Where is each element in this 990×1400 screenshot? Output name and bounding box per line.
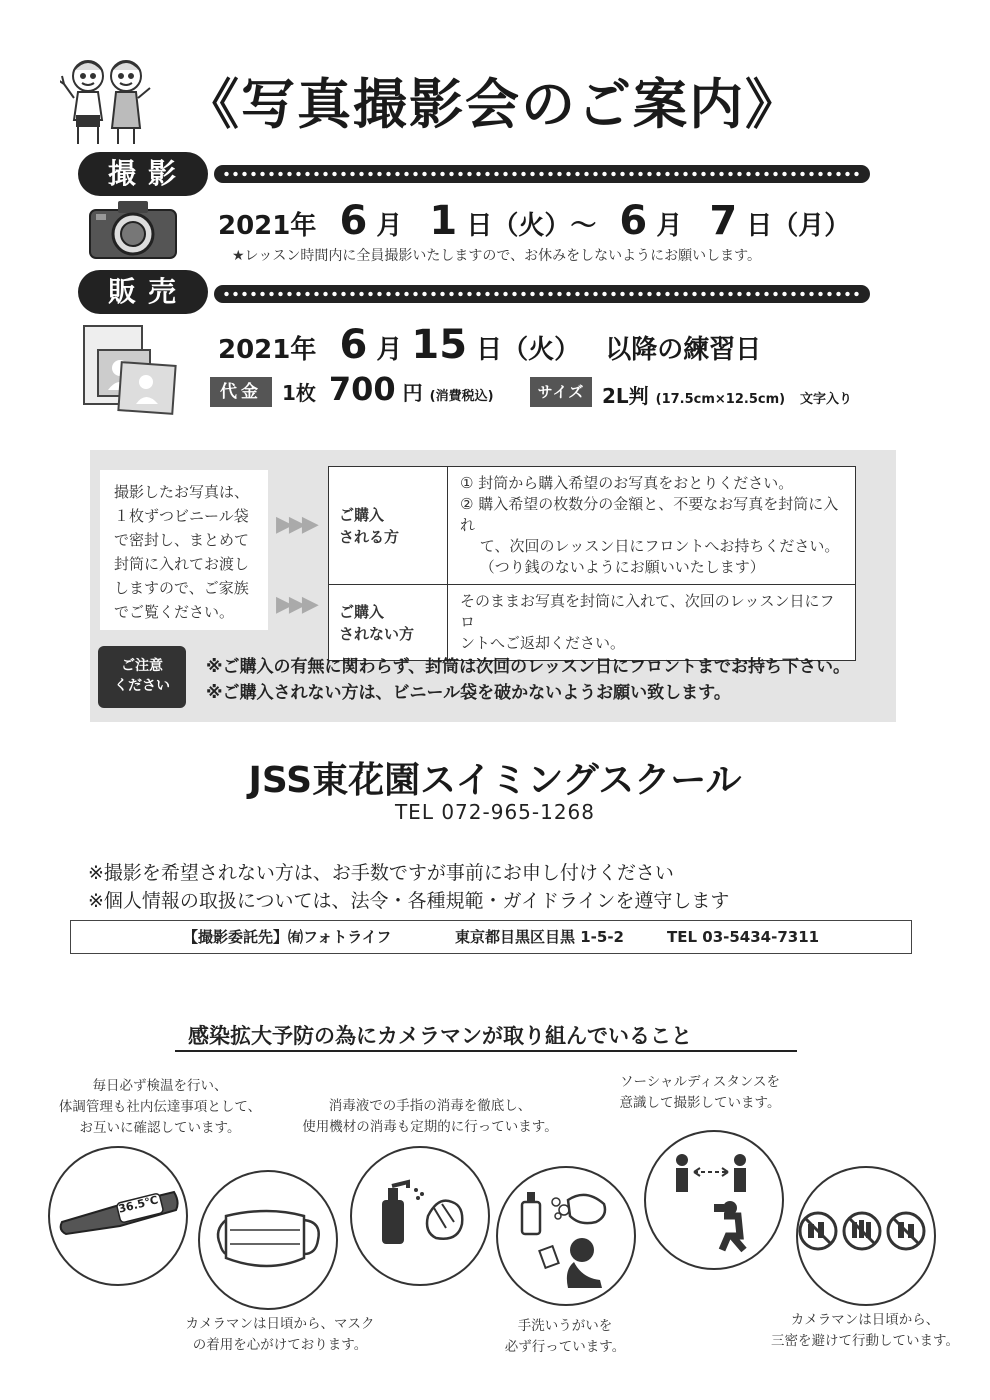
distance-caption <box>600 1072 800 1114</box>
caption-line: 消毒液での手指の消毒を徹底し、 <box>328 1098 532 1114</box>
shoot-start-weekday: 日（火）～ <box>466 211 597 241</box>
row-body-line: そのままお写真を封筒に入れて、次回のレッスン日にフロ <box>460 592 835 631</box>
price <box>282 370 494 408</box>
contractor-address: 東京都目黒区目黒 1-5-2 <box>455 928 624 946</box>
caption-line: 三密を避けて行動しています。 <box>771 1333 959 1349</box>
size <box>602 380 852 409</box>
caption-line: 使用機材の消毒も定期的に行っています。 <box>302 1119 558 1135</box>
contractor-tel: TEL 03-5434-7311 <box>667 928 820 946</box>
row-head-line: ご購入 <box>339 602 385 621</box>
caption-line: 必ず行っています。 <box>504 1339 626 1355</box>
caption-line: 手洗いうがいを <box>517 1318 613 1334</box>
shoot-year: 2021年 <box>218 211 317 241</box>
sale-day: 15 <box>411 322 468 368</box>
school-tel: TEL 072-965-1268 <box>394 800 596 824</box>
privacy-note: ※個人情報の取扱については、法令・各種規範・ガイドラインを遵守します <box>88 890 730 912</box>
shoot-note: ★レッスン時間内に全員撮影いたしますので、お休みをしないようにお願いします。 <box>232 248 762 264</box>
purchase-table <box>328 466 856 661</box>
caution-badge-line: ご注意 <box>121 658 163 674</box>
handwash-gargle-icon <box>512 1180 622 1290</box>
shoot-date <box>218 198 850 244</box>
arrow-icon: ▶▶▶ <box>276 592 315 617</box>
row-body-line: ② 購入希望の枚数分の金額と、不要なお写真を封筒に入れ <box>460 495 839 534</box>
mask-icon <box>212 1200 324 1280</box>
measures-title: 感染拡大予防の為にカメラマンが取り組んでいること <box>188 1024 692 1048</box>
delivery-line: 封筒に入れてお渡し <box>114 555 250 573</box>
sanitizer-icon <box>372 1172 472 1252</box>
photo-envelope-icon <box>80 320 180 418</box>
size-tag: サイズ <box>530 377 592 407</box>
caption-line: の着用を心がけております。 <box>192 1337 368 1353</box>
arrow-icon: ▶▶▶ <box>276 512 315 537</box>
privacy-note: ※撮影を希望されない方は、お手数ですが事前にお申し付けください <box>88 862 674 884</box>
sale-month: 6 <box>339 322 368 368</box>
shoot-end-weekday: 日（月） <box>746 211 851 241</box>
caution-line: ※ご購入の有無に関わらず、封筒は次回のレッスン日にフロントまでお持ち下さい。 <box>206 657 850 677</box>
row-body-line: て、次回のレッスン日にフロントへお持ちください。 <box>460 537 840 555</box>
size-value: 2L判 <box>602 384 649 408</box>
delivery-line: で密封し、まとめて <box>114 531 250 549</box>
sale-date <box>218 322 761 368</box>
caption-line: カメラマンは日頃から、 <box>790 1312 940 1328</box>
caption-line: お互いに確認しています。 <box>79 1120 241 1136</box>
sanmitsu-caption <box>760 1310 970 1352</box>
purchase-row-head <box>329 467 448 585</box>
caution-badge-line: ください <box>114 678 170 694</box>
caption-line: 毎日必ず検温を行い、 <box>92 1078 228 1094</box>
temperature-caption <box>40 1076 280 1139</box>
row-body-line: ントへご返却ください。 <box>460 634 626 652</box>
no-crowds-icon <box>796 1206 942 1256</box>
price-value: 700 <box>328 370 396 408</box>
mask-caption <box>170 1314 390 1356</box>
disinfect-caption <box>290 1096 570 1138</box>
page-title: 《写真撮影会のご案内》 <box>185 73 801 136</box>
contractor-box <box>70 920 912 954</box>
size-detail: (17.5cm×12.5cm) <box>655 392 786 407</box>
price-unit: 円 <box>402 381 423 405</box>
shoot-divider <box>214 165 870 183</box>
size-note: 文字入り <box>800 392 853 407</box>
camera-icon <box>88 198 178 260</box>
table-row <box>329 585 856 661</box>
measures-underline <box>175 1050 797 1052</box>
sale-after-text: 以降の練習日 <box>605 335 762 365</box>
sale-year: 2021年 <box>218 335 317 365</box>
sale-month-unit: 月 <box>376 335 403 365</box>
shoot-end-month: 6 <box>619 198 648 244</box>
price-tax: (消費税込) <box>429 389 494 404</box>
wash-caption <box>480 1316 650 1358</box>
delivery-info-box <box>100 470 268 630</box>
row-head-line: ご購入 <box>339 505 385 524</box>
caption-line: ソーシャルディスタンスを <box>620 1074 780 1090</box>
row-head-line: されない方 <box>339 624 415 643</box>
purchase-row-head <box>329 585 448 661</box>
sale-divider <box>214 285 870 303</box>
caption-line: 意識して撮影しています。 <box>619 1095 781 1111</box>
row-head-line: される方 <box>339 527 400 546</box>
purchase-row-body <box>448 467 856 585</box>
delivery-line: でご覧ください。 <box>114 603 235 621</box>
delivery-line: １枚ずつビニール袋 <box>114 507 249 525</box>
delivery-line: しますので、ご家族 <box>114 579 249 597</box>
price-tag: 代金 <box>210 377 272 407</box>
swimmer-kids-icon <box>60 48 155 148</box>
delivery-line: 撮影したお写真は、 <box>114 483 250 501</box>
shoot-start-day: 1 <box>429 198 458 244</box>
shoot-end-day: 7 <box>709 198 738 244</box>
price-prefix: 1枚 <box>282 381 316 405</box>
purchase-row-body <box>448 585 856 661</box>
caption-line: カメラマンは日頃から、マスク <box>185 1316 375 1332</box>
caution-badge <box>98 646 186 708</box>
shoot-start-month: 6 <box>339 198 368 244</box>
row-body-line: （つり銭のないようにお願いいたします） <box>460 558 765 576</box>
table-row <box>329 467 856 585</box>
caution-line: ※ご購入されない方は、ビニール袋を破かないようお願い致します。 <box>206 683 731 703</box>
shoot-month-unit: 月 <box>376 211 403 241</box>
thermometer-reading: 36.5℃ <box>117 1193 160 1216</box>
sale-section-label: 販売 <box>78 270 208 314</box>
shoot-end-month-unit: 月 <box>656 211 683 241</box>
caption-line: 体調管理も社内伝達事項として、 <box>58 1099 262 1115</box>
row-body-line: ① 封筒から購入希望のお写真をおとりください。 <box>460 474 794 492</box>
school-name: JSS東花園スイミングスクール <box>248 760 742 801</box>
social-distance-icon <box>660 1146 770 1256</box>
sale-weekday: 日（火） <box>476 335 581 365</box>
shoot-section-label: 撮影 <box>78 152 208 196</box>
contractor-label: 【撮影委託先】㈲フォトライフ <box>183 928 392 946</box>
